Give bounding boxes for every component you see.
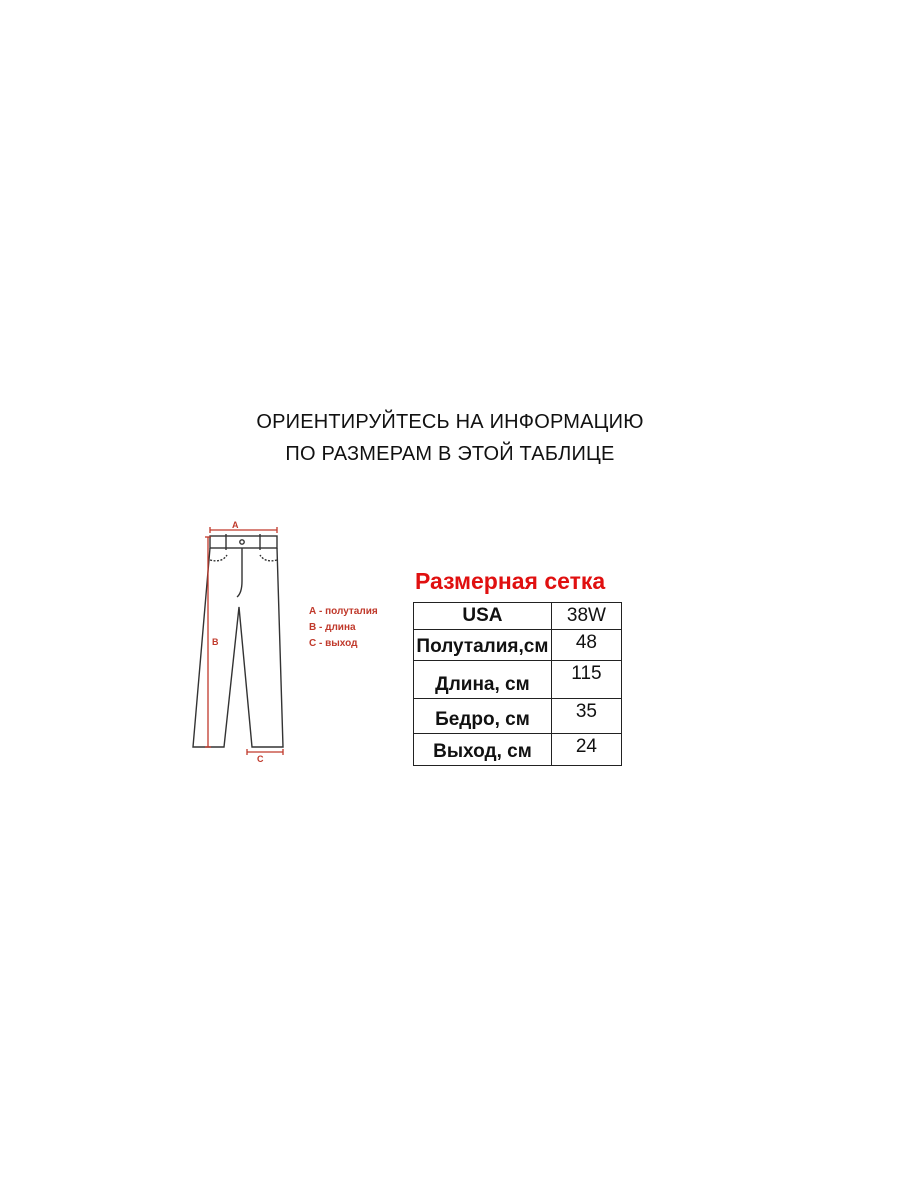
row-value-hip: 35 [551,699,621,734]
table-row [414,699,622,734]
pants-measurement-diagram [180,515,310,770]
size-chart-table [413,602,622,766]
table-row [414,661,622,699]
row-label-usa: USA [414,603,552,630]
legend-item-waist: А - полуталия [309,606,378,617]
row-value-half-waist: 48 [551,630,621,661]
info-heading-line-1: ОРИЕНТИРУЙТЕСЬ НА ИНФОРМАЦИЮ [256,411,644,433]
row-label-leg-opening: Выход, см [414,734,552,766]
row-value-leg-opening: 24 [551,734,621,766]
marker-b-label: B [212,637,219,647]
waistband-shape [210,536,277,548]
info-heading [0,406,900,470]
row-label-half-waist: Полуталия,см [414,630,552,661]
info-heading-line-2: ПО РАЗМЕРАМ В ЭТОЙ ТАБЛИЦЕ [285,443,615,465]
marker-c-label: C [257,754,264,764]
row-label-length: Длина, см [414,661,552,699]
table-row [414,734,622,766]
row-value-length: 115 [551,661,621,699]
row-label-hip: Бедро, см [414,699,552,734]
measurement-legend [309,604,378,652]
table-row [414,630,622,661]
legend-item-leg-opening: С - выход [309,638,358,649]
table-row [414,603,622,630]
size-chart-title: Размерная сетка [415,568,606,594]
row-value-usa: 38W [551,603,621,630]
marker-a-label: A [232,520,239,530]
pants-outline-icon [180,515,310,770]
legend-item-length: В - длина [309,622,356,633]
